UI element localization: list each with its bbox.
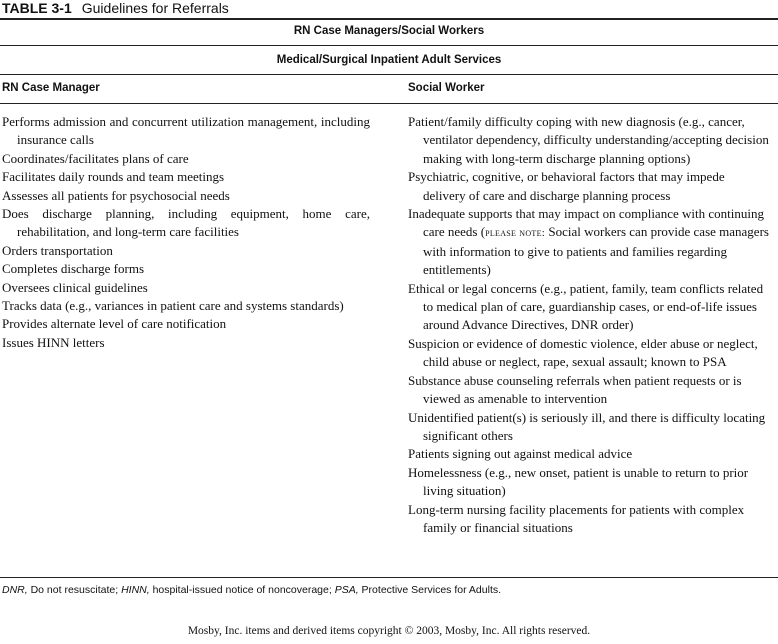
banner-divider bbox=[0, 45, 778, 46]
list-item: Tracks data (e.g., variances in patient care and systems standards) bbox=[2, 298, 344, 314]
item-text: Inadequate supports that may impact on compliance with continuing care needs ( bbox=[408, 206, 764, 240]
list-item: Oversees clinical guidelines bbox=[2, 279, 148, 295]
services-divider bbox=[0, 74, 778, 75]
column-header-social-worker: Social Worker bbox=[408, 82, 485, 94]
header-divider bbox=[0, 103, 778, 104]
table-number: TABLE 3-1 bbox=[2, 0, 72, 16]
social-worker-list bbox=[408, 113, 770, 537]
banner-staff: RN Case Managers/Social Workers bbox=[293, 25, 485, 37]
footnote-abbr-hinn: HINN, bbox=[121, 584, 150, 596]
abbreviations-footnote bbox=[2, 584, 501, 596]
list-item: Performs admission and concurrent utilization management, including insurance calls bbox=[2, 114, 370, 148]
footnote-def-psa: Protective Services for Adults. bbox=[358, 584, 502, 596]
item-text: Social workers can provide case managers with information to give to patients and families regarding entitlements) bbox=[423, 224, 769, 278]
footnote-abbr-dnr: DNR, bbox=[2, 584, 28, 596]
list-item: Issues HINN letters bbox=[2, 334, 105, 350]
list-item: Patient/family difficulty coping with new diagnosis (e.g., cancer, ventilator dependency, difficulty understanding/accepting decision making with long-term discharge planning options) bbox=[408, 114, 769, 166]
list-item: Long-term nursing facility placements for patients with complex family or financial situations bbox=[408, 501, 745, 535]
list-item: Provides alternate level of care notification bbox=[2, 316, 227, 332]
footnote-abbr-psa: PSA, bbox=[334, 584, 359, 596]
footnote-def-dnr: Do not resuscitate; bbox=[27, 584, 122, 596]
list-item: Suspicion or evidence of domestic violence, elder abuse or neglect, child abuse or neglect, rape, sexual assault; known to PSA bbox=[408, 335, 758, 370]
list-item: Facilitates daily rounds and team meetings bbox=[2, 169, 225, 185]
list-item: Ethical or legal concerns (e.g., patient, family, team conflicts related to medical plan of care, guardianship cases, or end-of-life issues around Advance Directives, DNR order) bbox=[408, 280, 764, 333]
banner-services: Medical/Surgical Inpatient Adult Services bbox=[276, 54, 502, 66]
list-item: Substance abuse counseling referrals when patient requests or is viewed as amenable to intervention bbox=[408, 372, 742, 407]
top-rule bbox=[0, 18, 778, 20]
table-title-text: Guidelines for Referrals bbox=[81, 0, 229, 16]
footnote-def-hinn: hospital-issued notice of noncoverage; bbox=[149, 584, 335, 596]
table-title bbox=[2, 0, 229, 18]
list-item: Homelessness (e.g., new onset, patient is unable to return to prior living situation) bbox=[408, 464, 749, 499]
list-item: Does discharge planning, including equipment, home care, rehabilitation, and long-term care facilities bbox=[2, 206, 370, 240]
list-item: Unidentified patient(s) is seriously ill, and there is difficulty locating significant others bbox=[408, 409, 766, 443]
copyright-notice: Mosby, Inc. items and derived items copyright © 2003, Mosby, Inc. All rights reserved. bbox=[187, 625, 591, 637]
list-item: Completes discharge forms bbox=[2, 261, 145, 277]
list-item: Orders transportation bbox=[2, 242, 113, 258]
column-header-rn: RN Case Manager bbox=[2, 82, 100, 94]
list-item: Assesses all patients for psychosocial needs bbox=[2, 187, 230, 203]
please-note-label: please note: bbox=[485, 227, 546, 240]
bottom-rule bbox=[0, 577, 778, 578]
list-item bbox=[408, 205, 770, 280]
rn-case-manager-list bbox=[2, 113, 370, 352]
list-item: Coordinates/facilitates plans of care bbox=[2, 150, 189, 166]
list-item: Psychiatric, cognitive, or behavioral factors that may impede delivery of care and discharge planning process bbox=[408, 169, 725, 203]
list-item: Patients signing out against medical advice bbox=[408, 446, 633, 462]
